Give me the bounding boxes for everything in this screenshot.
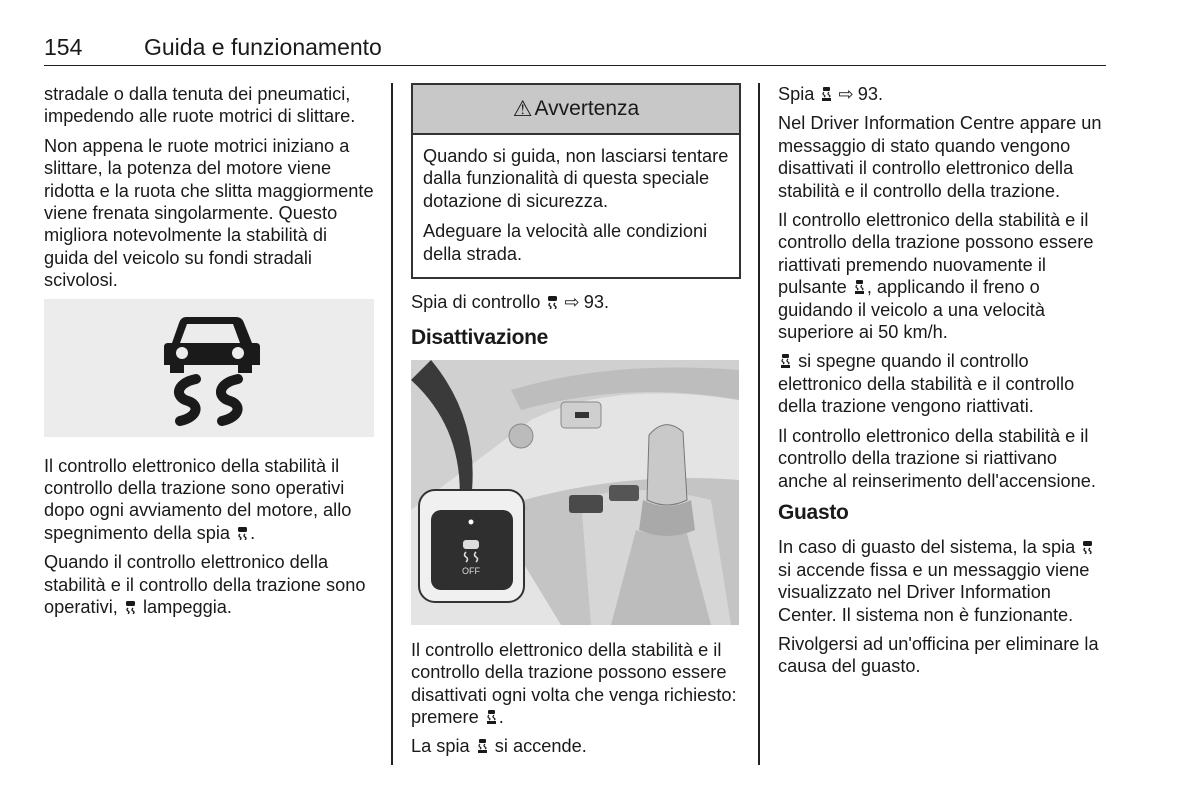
esc-off-icon <box>780 354 791 368</box>
paragraph: In caso di guasto del sistema, la spia si accende fissa e un messaggio viene visualizzato nel Driver Information Center. Il sistema non è funzionante. <box>778 536 1110 626</box>
paragraph: stradale o dalla tenuta dei pneumatici, impedendo alle ruote motrici di slittare. <box>44 84 356 127</box>
esc-off-icon <box>477 739 488 753</box>
warning-triangle-icon: ⚠ <box>512 95 533 121</box>
column-divider <box>391 83 393 765</box>
esc-button-photo <box>411 360 739 625</box>
reference-line: Spia ⇨ 93. <box>778 84 884 104</box>
paragraph: La spia si accende. <box>411 736 587 757</box>
heading-guasto: Guasto <box>778 500 849 524</box>
warning-body <box>413 135 739 277</box>
warning-header <box>413 85 739 135</box>
paragraph: Quando si guida, non lasciarsi tentare dalla funzionalità di questa speciale dotazione di sicurezza. <box>423 146 729 211</box>
page-reference-arrow-icon: ⇨ <box>838 84 854 104</box>
esc-icon <box>547 295 558 309</box>
reference-line: Spia di controllo ⇨ 93. <box>411 292 610 313</box>
esc-off-icon <box>821 87 832 101</box>
esc-off-icon <box>854 280 865 294</box>
paragraph: Rivolgersi ad un'officina per eliminare la causa del guasto. <box>778 633 1099 677</box>
column-right <box>778 83 1110 685</box>
paragraph: Il controllo elettronico della stabilità e il controllo della trazione si riattivano anche al reinserimento dell'accensione. <box>778 425 1096 491</box>
paragraph: Non appena le ruote motrici iniziano a slittare, la potenza del motore viene ridotta e la ruota che slitta maggiormente viene frenata singolarmente. Questo migliora notevolmente la stabilità di guida del veicolo su fondi stradali scivolosi. <box>44 135 374 291</box>
paragraph: si spegne quando il controllo elettronico della stabilità e il controllo della trazione vengono riattivati. <box>778 351 1075 417</box>
esc-skid-large-icon <box>146 309 270 427</box>
paragraph: Quando il controllo elettronico della stabilità e il controllo della trazione sono operativi, lampeggia. <box>44 552 366 618</box>
off-label: OFF <box>462 565 480 576</box>
esc-icon <box>237 526 248 540</box>
esc-symbol-illustration <box>44 299 374 437</box>
paragraph: Il controllo elettronico della stabilità il controllo della trazione sono operativi dopo ogni avviamento del motore, allo spegnimento della spia . <box>44 455 352 543</box>
esc-icon <box>125 600 136 614</box>
column-left <box>44 83 374 626</box>
paragraph: Adeguare la velocità alle condizioni della strada. <box>423 221 708 264</box>
warning-box <box>411 83 741 279</box>
page-reference-arrow-icon: ⇨ <box>564 292 580 313</box>
paragraph: Il controllo elettronico della stabilità e il controllo della trazione possono essere disattivati ogni volta che venga richiesto: premere . <box>411 639 737 728</box>
paragraph: Nel Driver Information Centre appare un messaggio di stato quando vengono disattivati il controllo elettronico della stabilità e il controllo della trazione. <box>778 113 1102 201</box>
warning-title: Avvertenza <box>534 96 640 120</box>
esc-off-icon <box>486 710 497 724</box>
section-title: Guida e funzionamento <box>144 34 382 60</box>
esc-icon <box>1082 540 1093 554</box>
page-number: 154 <box>44 34 83 60</box>
paragraph: Il controllo elettronico della stabilità e il controllo della trazione possono essere riattivati premendo nuovamente il pulsante , applicando il freno o guidando il veicolo a una velocità superiore ai 50 km/h. <box>778 210 1094 343</box>
column-middle <box>411 83 741 765</box>
heading-disattivazione: Disattivazione <box>411 326 549 350</box>
page-header <box>44 34 1106 66</box>
column-divider <box>758 83 760 765</box>
